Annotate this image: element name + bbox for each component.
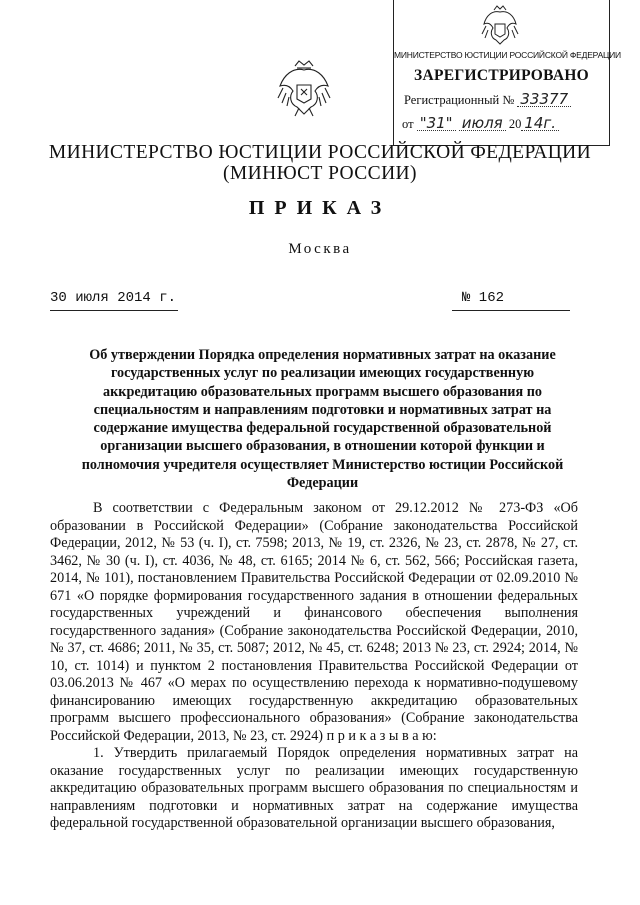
ministry-name — [0, 142, 640, 184]
stamp-status: ЗАРЕГИСТРИРОВАНО — [413, 67, 590, 84]
number-underline — [452, 310, 570, 311]
stamp-reg-label: Регистрационный № — [404, 93, 515, 107]
stamp-date-prefix: от — [402, 117, 414, 131]
stamp-ministry: МИНИСТЕРСТВО ЮСТИЦИИ РОССИЙСКОЙ ФЕДЕРАЦИИ — [394, 50, 621, 60]
ministry-line-1: МИНИСТЕРСТВО ЮСТИЦИИ РОССИЙСКОЙ ФЕДЕРАЦИИ — [48, 142, 592, 163]
document-type: ПРИКАЗ — [248, 197, 392, 219]
stamp-date-year-suffix: 14г. — [521, 116, 559, 131]
stamp-date-year-prefix: 20 — [508, 117, 522, 131]
stamp-date — [402, 116, 559, 132]
city: Москва — [288, 241, 352, 257]
order-number: № 162 — [462, 290, 505, 306]
item-1-paragraph: 1. Утвердить прилагаемый Порядок определения нормативных затрат на оказание государственных услуг по реализации имеющих государственную аккредитацию образовательных программ высшего образования по специальностям и направлениям подготовки и нормативных затрат на содержание имущества федеральной государственной образовательной организации высшего образования, — [50, 745, 578, 831]
stamp-registration — [404, 92, 571, 108]
document-body — [50, 500, 578, 833]
registration-stamp — [393, 0, 621, 146]
ministry-line-2: (МИНЮСТ РОССИИ) — [223, 163, 417, 184]
date-underline — [50, 310, 178, 311]
coat-of-arms-icon — [275, 58, 333, 120]
preamble-text: В соответствии с Федеральным законом от 29.12.2012 № 273-ФЗ «Об образовании в Российской Федерации» (Собрание законодательства Российской Федерации, 2012, № 53 (ч. I), ст. 7598; 2013, № 19, ст. 2326, № 23, ст. 2878, № 27, ст. 3462, № 30 (ч. I), ст. 4036, № 48, ст. 6165; 2014 № 6, ст. 562, 566; Российская газета, 2014, № 101), постановлением Правительства Российской Федерации от 02.09.2010 № 671 «О порядке формирования государственного задания в отношении федеральных государственных учреждений и финансового обеспечения выполнения государственного задания» (Собрание законодательства Российской Федерации, 2010, № 37, ст. 4686; 2011, № 35, ст. 5087; 2012, № 45, ст. 6248; 2013 № 23, ст. 2924; 2014, № 10, ст. 1014) и пунктом 2 постановления Правительства Российской Федерации от 03.06.2013 № 467 «О мерах по осуществлению перехода к нормативно-подушевому финансированию имеющих государственную аккредитацию образовательных программ высшего профессионального образования» (Собрание законодательства Российской Федерации, 2013, № 23, ст. 2924) — [50, 500, 578, 744]
stamp-reg-number: 33377 — [517, 92, 571, 107]
stamp-date-month: июля — [459, 116, 506, 131]
order-title: Об утверждении Порядка определения нормативных затрат на оказание государственных услуг по реализации имеющих государственную аккредитацию образовательных программ высшего образования по специальностям и направлениям подготовки и нормативных затрат на содержание имущества федеральной государственной образовательной организации высшего образования, в отношении которой функции и полномочия учредителя осуществляет Министерство юстиции Российской Федерации — [81, 347, 564, 492]
order-word: п р и к а з ы в а ю: — [323, 727, 437, 744]
stamp-date-day: "31" — [417, 116, 456, 131]
preamble-paragraph — [50, 500, 578, 745]
order-date: 30 июля 2014 г. — [50, 290, 177, 306]
